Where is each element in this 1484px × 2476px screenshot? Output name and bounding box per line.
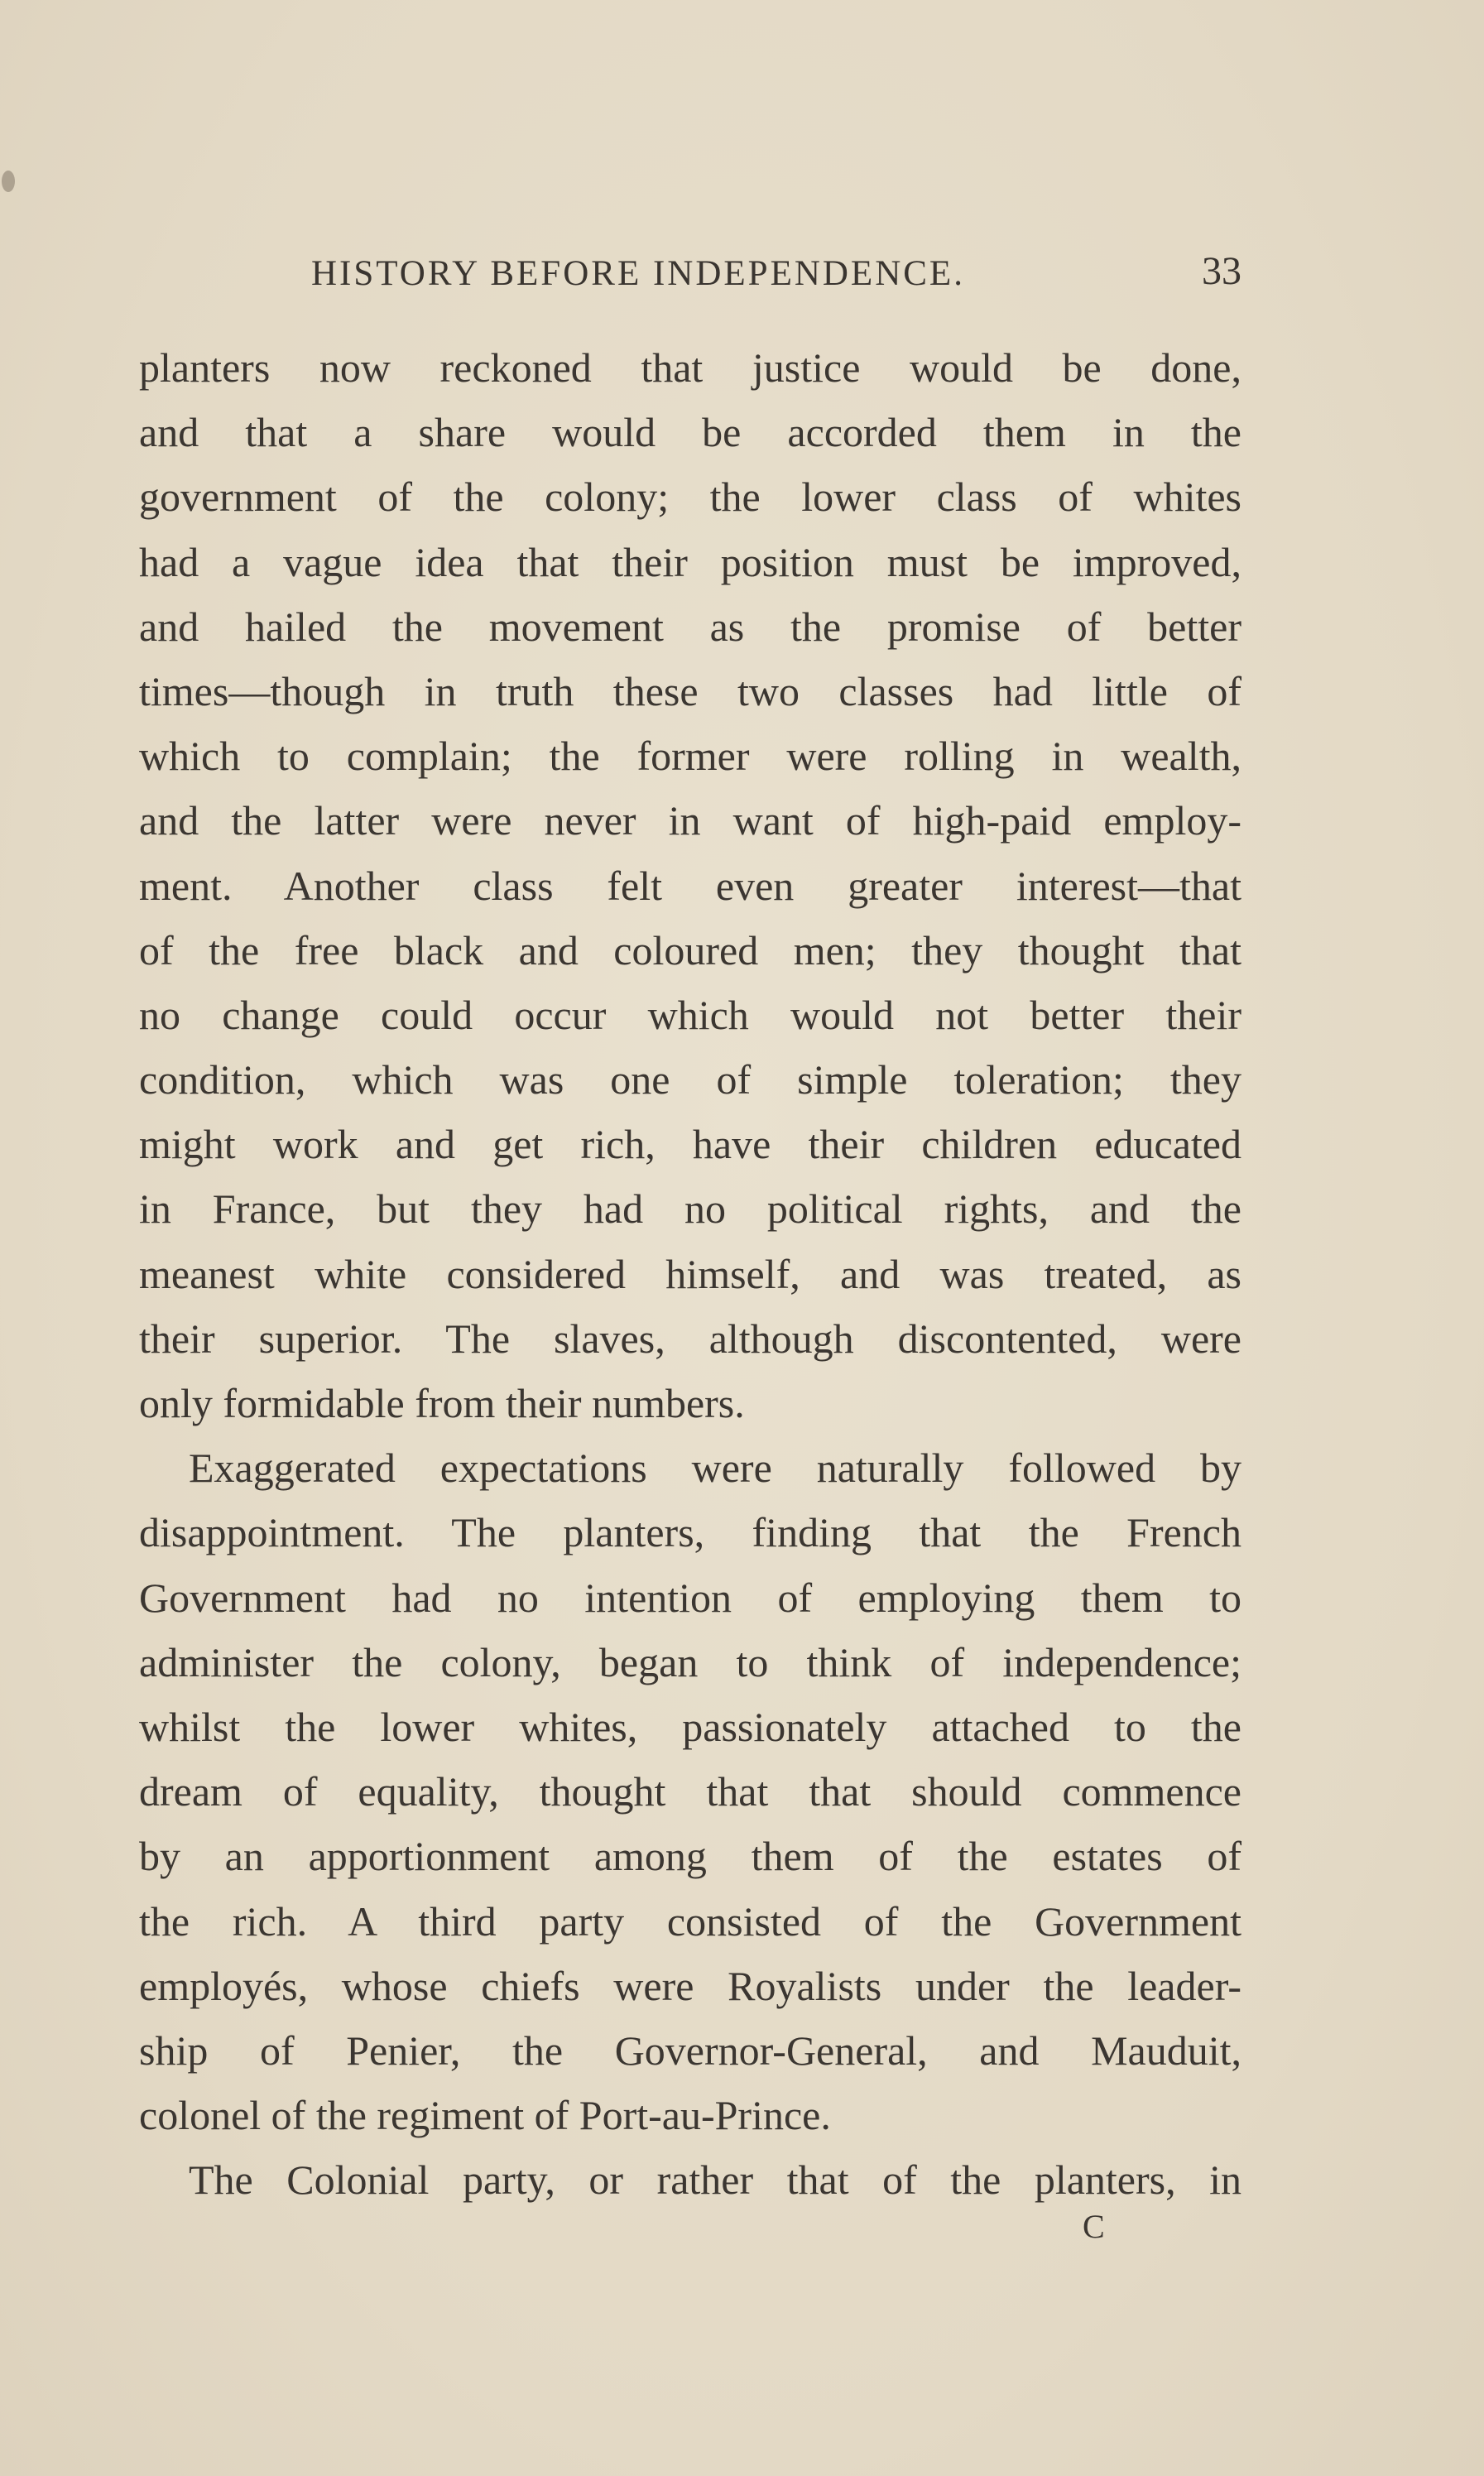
text-line: meanest white considered himself, and was treated, as bbox=[139, 1250, 1241, 1297]
signature-mark: C bbox=[1083, 2208, 1105, 2245]
text-line: and that a share would be accorded them in the bbox=[139, 409, 1241, 456]
text-line: and the latter were never in want of high-paid employ- bbox=[139, 797, 1241, 844]
text-line: ship of Penier, the Governor-General, and Mauduit, bbox=[139, 2026, 1241, 2074]
text-line: dream of equality, thought that that should commence bbox=[139, 1768, 1241, 1815]
text-line: condition, which was one of simple toleration; they bbox=[139, 1056, 1241, 1103]
paragraph-1 bbox=[139, 335, 1241, 1435]
text-line: might work and get rich, have their children educated bbox=[139, 1121, 1241, 1168]
text-line: no change could occur which would not better their bbox=[139, 991, 1241, 1038]
text-line: disappointment. The planters, finding that the French bbox=[139, 1509, 1241, 1556]
page-header bbox=[139, 248, 1241, 298]
ink-smudge bbox=[2, 171, 15, 192]
text-line: the rich. A third party consisted of the Government bbox=[139, 1897, 1241, 1945]
text-line: The Colonial party, or rather that of the planters, in bbox=[189, 2156, 1241, 2204]
text-line: had a vague idea that their position must be improved, bbox=[139, 538, 1241, 585]
text-line: Government had no intention of employing them to bbox=[139, 1574, 1241, 1621]
text-line: planters now reckoned that justice would be done, bbox=[139, 344, 1241, 391]
text-line: whilst the lower whites, passionately attached to the bbox=[139, 1703, 1241, 1750]
paragraph-3 bbox=[139, 2147, 1241, 2212]
text-line: of the free black and coloured men; they thought that bbox=[139, 926, 1241, 974]
text-line: administer the colony, began to think of independence; bbox=[139, 1638, 1241, 1685]
text-line: in France, but they had no political rights, and the bbox=[139, 1185, 1241, 1233]
paragraph-2 bbox=[139, 1435, 1241, 2147]
running-head: HISTORY BEFORE INDEPENDENCE. bbox=[311, 254, 965, 293]
text-line: ment. Another class felt even greater interest—that bbox=[139, 862, 1241, 909]
text-line: and hailed the movement as the promise of better bbox=[139, 603, 1241, 650]
body-text bbox=[139, 335, 1241, 2212]
text-line: which to complain; the former were rolling in wealth, bbox=[139, 733, 1241, 780]
text-line: employés, whose chiefs were Royalists under the leader- bbox=[139, 1962, 1241, 2009]
text-line: times—though in truth these two classes had little of bbox=[139, 667, 1241, 714]
text-line: by an apportionment among them of the estates of bbox=[139, 1833, 1241, 1880]
page-number: 33 bbox=[1202, 249, 1241, 293]
text-line: colonel of the regiment of Port-au-Prince. bbox=[139, 2092, 831, 2139]
text-line: only formidable from their numbers. bbox=[139, 1380, 745, 1426]
text-line: their superior. The slaves, although discontented, were bbox=[139, 1315, 1241, 1362]
text-line: government of the colony; the lower class of whites bbox=[139, 474, 1241, 521]
text-line: Exaggerated expectations were naturally followed by bbox=[189, 1445, 1241, 1492]
